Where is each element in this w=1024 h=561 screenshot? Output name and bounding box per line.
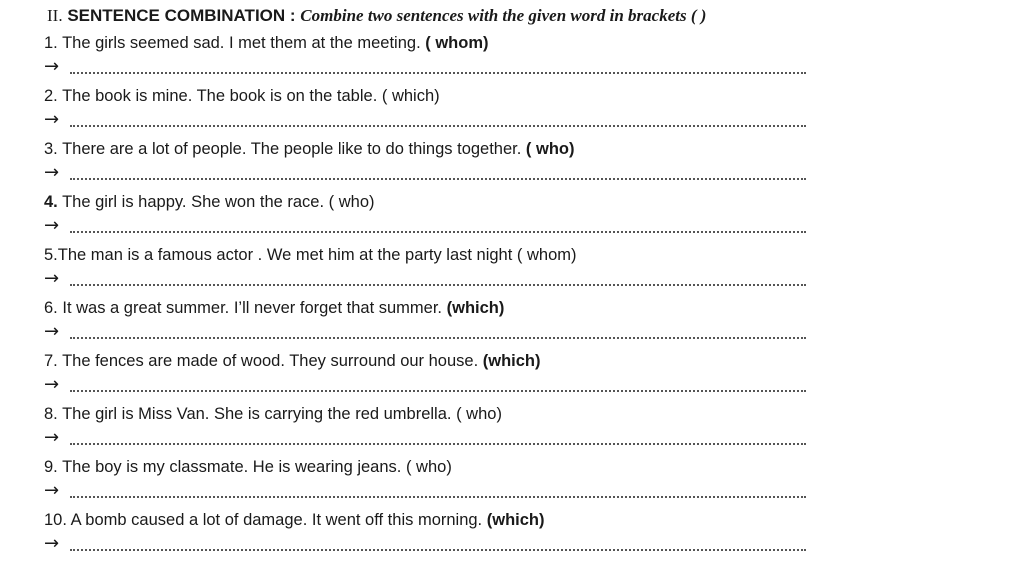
arrow-icon: → (44, 321, 60, 342)
question-text: There are a lot of people. The people like to do things together. (62, 140, 522, 158)
bracket-hint: ( whom) (516, 246, 577, 264)
answer-line[interactable] (44, 161, 806, 185)
exercise-item (0, 402, 1024, 455)
question-number: 3. (44, 140, 58, 158)
question-text: The book is mine. The book is on the table. (62, 87, 378, 105)
dotted-answer-line[interactable] (70, 443, 806, 445)
question-number: 4. (44, 193, 58, 211)
dotted-answer-line[interactable] (70, 496, 806, 498)
question-text: A bomb caused a lot of damage. It went off this morning. (70, 511, 483, 529)
question (44, 349, 541, 373)
dotted-answer-line[interactable] (70, 125, 806, 127)
arrow-icon: → (44, 427, 60, 448)
question-number: 7. (44, 352, 58, 370)
question (44, 84, 440, 108)
bracket-hint: ( who) (456, 405, 502, 423)
exercise-item (0, 84, 1024, 137)
question-number: 8. (44, 405, 58, 423)
arrow-icon: → (44, 480, 60, 501)
arrow-icon: → (44, 374, 60, 395)
bracket-hint: (which) (486, 511, 545, 529)
section-number: II. (47, 6, 63, 25)
arrow-icon: → (44, 533, 60, 554)
exercise-item (0, 296, 1024, 349)
bracket-hint: (which) (446, 299, 505, 317)
bracket-hint: (which) (482, 352, 541, 370)
question-number: 9. (44, 458, 58, 476)
exercise-item (0, 508, 1024, 561)
question-text: It was a great summer. I’ll never forget that summer. (62, 299, 443, 317)
exercise-item (0, 349, 1024, 402)
question-number: 5. (44, 246, 58, 264)
exercise-item (0, 137, 1024, 190)
dotted-answer-line[interactable] (70, 72, 806, 74)
section-title: SENTENCE COMBINATION (67, 6, 286, 25)
dotted-answer-line[interactable] (70, 178, 806, 180)
question (44, 137, 575, 161)
exercise-list (0, 31, 1024, 561)
arrow-icon: → (44, 162, 60, 183)
dotted-answer-line[interactable] (70, 549, 806, 551)
answer-line[interactable] (44, 479, 806, 503)
question-text: The girls seemed sad. I met them at the meeting. (62, 34, 421, 52)
question-text: The girl is happy. She won the race. (62, 193, 325, 211)
answer-line[interactable] (44, 55, 806, 79)
question (44, 243, 577, 267)
question (44, 190, 375, 214)
dotted-answer-line[interactable] (70, 231, 806, 233)
question-number: 2. (44, 87, 58, 105)
answer-line[interactable] (44, 532, 806, 556)
exercise-item (0, 243, 1024, 296)
answer-line[interactable] (44, 320, 806, 344)
question (44, 296, 504, 320)
question-number: 10. (44, 511, 67, 529)
question-number: 6. (44, 299, 58, 317)
arrow-icon: → (44, 268, 60, 289)
bracket-hint: ( which) (381, 87, 440, 105)
question (44, 455, 452, 479)
heading-separator: : (285, 6, 301, 25)
question (44, 508, 545, 532)
answer-line[interactable] (44, 214, 806, 238)
bracket-hint: ( who) (525, 140, 575, 158)
question-text: The boy is my classmate. He is wearing jeans. (62, 458, 402, 476)
exercise-item (0, 190, 1024, 243)
bracket-hint: ( who) (405, 458, 452, 476)
exercise-item (0, 31, 1024, 84)
answer-line[interactable] (44, 267, 806, 291)
bracket-hint: ( whom) (425, 34, 489, 52)
arrow-icon: → (44, 109, 60, 130)
arrow-icon: → (44, 215, 60, 236)
question-text: The girl is Miss Van. She is carrying the red umbrella. (62, 405, 452, 423)
question (44, 402, 502, 426)
question (44, 31, 489, 55)
section-instruction: Combine two sentences with the given word in brackets ( ) (300, 6, 707, 25)
arrow-icon: → (44, 56, 60, 77)
dotted-answer-line[interactable] (70, 337, 806, 339)
answer-line[interactable] (44, 373, 806, 397)
dotted-answer-line[interactable] (70, 390, 806, 392)
dotted-answer-line[interactable] (70, 284, 806, 286)
exercise-item (0, 455, 1024, 508)
question-number: 1. (44, 34, 58, 52)
section-heading (47, 4, 706, 28)
answer-line[interactable] (44, 108, 806, 132)
question-text: The fences are made of wood. They surround our house. (62, 352, 479, 370)
answer-line[interactable] (44, 426, 806, 450)
question-text: The man is a famous actor . We met him at the party last night (57, 246, 513, 264)
bracket-hint: ( who) (328, 193, 375, 211)
